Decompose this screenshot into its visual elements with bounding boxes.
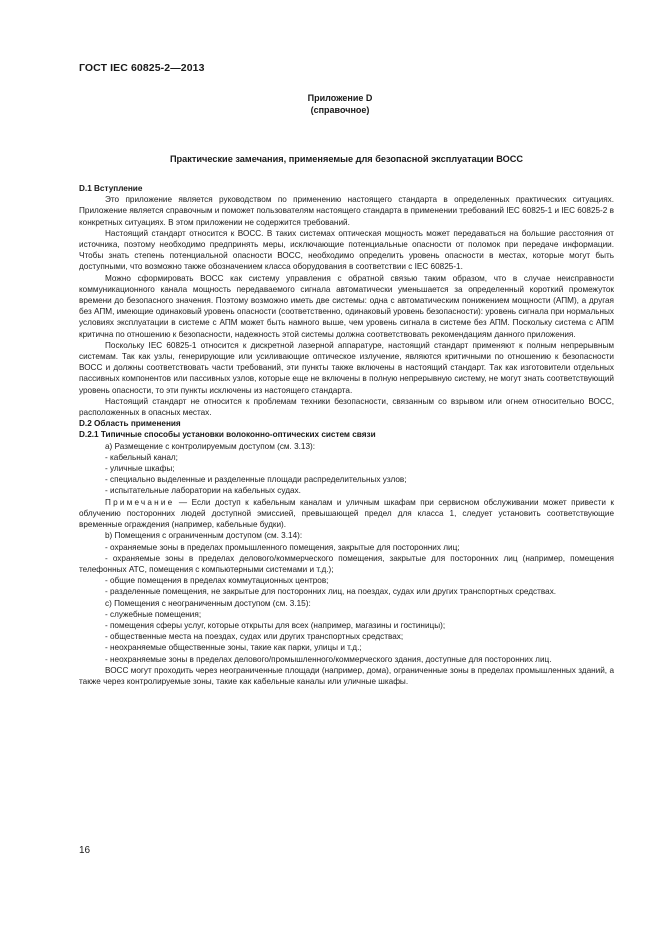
document-body xyxy=(79,183,614,687)
list-item: - помещения сферы услуг, которые открыты для всех (например, магазины и гостиницы); xyxy=(105,620,446,630)
list-intro: с) Помещения с неограниченным доступом (см. 3.15): xyxy=(105,598,311,608)
list-intro: b) Помещения с ограниченным доступом (см. 3.14): xyxy=(105,531,303,541)
paragraph: Это приложение является руководством по применению настоящего стандарта в определенных практических ситуациях. Приложение является справочным и поможет пользователям настоящего стандарта в применении требований IEC 60825-1 и IEC 60825-2 в конкретных ситуациях. В этом приложении не содержится требований. xyxy=(79,195,614,227)
list-item: - уличные шкафы; xyxy=(105,464,175,474)
annex-label: Приложение D xyxy=(307,93,373,103)
paragraph: ВОСС могут проходить через неограниченные площади (например, дома), ограниченные зоны в пределах промышленных зданий, а также через контролируемые зоны, такие как кабельные каналы или уличные шкафы. xyxy=(79,665,614,686)
paragraph: Настоящий стандарт относится к ВОСС. В таких системах оптическая мощность может передаваться на большие расстояния от источника, поэтому необходимо предпринять меры, исключающие потенциальные опасности от поломок при передаче информации. Чтобы знать степень потенциальной опасности ВОСС, необходимо определить уровень опасности в местах, которые могут быть доступными, что возможно также обозначением класса оборудования в соответствии с IEC 60825-1. xyxy=(79,228,614,272)
list-intro: а) Размещение с контролируемым доступом (см. 3.13): xyxy=(105,441,316,451)
list-item: - кабельный канал; xyxy=(105,452,178,462)
annex-title: Практические замечания, применяемые для безопасной эксплуатации ВОСС xyxy=(169,154,524,164)
note xyxy=(79,497,614,531)
list-item: - неохраняемые общественные зоны, такие как парки, улицы и т.д.; xyxy=(105,643,362,653)
annex-heading xyxy=(240,92,440,116)
list-item: - служебные помещения; xyxy=(105,609,202,619)
list-item: - общественные места на поездах, судах или других транспортных средствах; xyxy=(105,632,404,642)
paragraph: Поскольку IEC 60825-1 относится к дискретной лазерной аппаратуре, настоящий стандарт применяют к полным непрерывным системам. Так как узлы, генерирующие или усиливающие оптическое излучение, являются критичными по отношению к безопасности ВОСС и должны соответствовать части требований, эти пункты также включены в настоящий стандарт. Так как изготовители отдельных пассивных компонентов или пассивных узлов, которые еще не включены в полную непрерывную систему, не могут знать соответствующий уровень опасности, то эти пункты исключены из настоящего стандарта. xyxy=(79,340,614,395)
page-number: 16 xyxy=(79,845,91,856)
list-item: - охраняемые зоны в пределах делового/коммерческого помещения, закрытые для посторонних лиц (например, помещения телефонных АТС, помещения с компьютерными системами и т.д.); xyxy=(79,553,614,574)
note-label: Примечание xyxy=(105,497,175,507)
paragraph: Можно сформировать ВОСС как систему управления с обратной связью таким образом, что в случае неисправности коммуникационного канала мощность передаваемого сигнала автоматически уменьшается за определенный короткий промежуток времени до безопасного значения. Поэтому возможно иметь две системы: одна с автоматическим понижением мощности (АПМ), а другая без АПМ, имеющие одинаковый уровень опасности (соответственно, одинаковый уровень безопасности): уровень сигнала при нормальных условиях эксплуатации в системе с АПМ может быть намного выше, чем уровень сигнала в системе без АПМ. Поскольку система с АПМ критична по отношению к безопасности, надежность этой системы должна соответствовать рекомендациям данного приложения. xyxy=(79,273,614,339)
list-item: - специально выделенные и разделенные площади распределительных узлов; xyxy=(105,475,407,485)
note-text: — Если доступ к кабельным каналам и уличным шкафам при сервисном обслуживании может привести к облучению посторонних людей доступной эмиссией, превышающей предел для класса 1, следует установить соответствующие временные ограждения (например, кабельные будки). xyxy=(79,497,614,530)
list-item: - испытательные лаборатории на кабельных судах. xyxy=(105,486,301,496)
section-heading: D.2 Область применения xyxy=(79,419,181,429)
annex-type: (справочное) xyxy=(310,105,370,115)
paragraph: Настоящий стандарт не относится к проблемам техники безопасности, связанным со взрывом или огнем относительно ВОСС, расположенных в опасных местах. xyxy=(79,396,614,418)
list-item: - разделенные помещения, не закрытые для посторонних лиц, на поездах, судах или других транспортных средствах. xyxy=(105,587,557,597)
list-item: - неохраняемые зоны в пределах делового/промышленного/коммерческого здания, доступные для посторонних лиц. xyxy=(105,654,552,664)
document-code: ГОСТ IEC 60825-2—2013 xyxy=(79,62,205,74)
subsection-heading: D.2.1 Типичные способы установки волоконно-оптических систем связи xyxy=(79,430,376,440)
section-heading: D.1 Вступление xyxy=(79,184,143,193)
list-item: - охраняемые зоны в пределах промышленного помещения, закрытые для посторонних лиц; xyxy=(105,542,460,552)
list-item: - общие помещения в пределах коммутационных центров; xyxy=(105,576,329,586)
